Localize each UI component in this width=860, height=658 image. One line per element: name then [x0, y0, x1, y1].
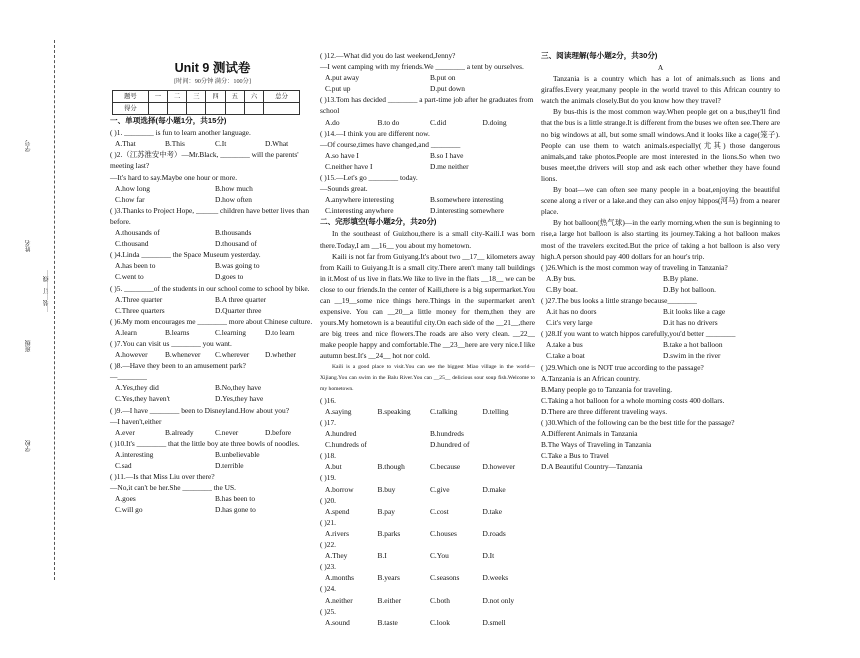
- score-cell: [187, 103, 206, 115]
- question-stem: ( )26.Which is the most common way of traveling in Tanzania?: [541, 262, 728, 272]
- cloze-paragraph-1: In the southeast of Guizhou,there is a small city-Kaili.I was born there.Today,I am __16__ you about my hometown.: [320, 229, 535, 250]
- question-stem: ( )28.If you want to watch hippos carefully,you'd better ________: [541, 329, 736, 339]
- answer-option: B.By plane.: [663, 273, 699, 283]
- option-row: [541, 284, 780, 295]
- answer-option: A.Yes,they did: [115, 383, 159, 393]
- question-stem: A.Different Animals in Tanzania: [541, 429, 638, 439]
- school-label: 学校: [26, 440, 32, 452]
- score-cell: [244, 103, 263, 115]
- answer-option: C.seasons: [430, 573, 460, 583]
- option-row: [110, 227, 315, 238]
- question-stem: ( )30.Which of the following can be the best title for the passage?: [541, 418, 735, 427]
- score-cell: 题号: [113, 91, 149, 103]
- answer-option: C.never: [215, 427, 239, 437]
- answer-option: A.anywhere interesting: [325, 195, 394, 205]
- question-stem: B.Many people go to Tanzania for traveling.: [541, 384, 673, 394]
- question-stem: ( )21.: [320, 517, 337, 527]
- option-row: [320, 161, 535, 172]
- score-cell: 三: [187, 91, 206, 103]
- answer-option: C.Three quarters: [115, 305, 165, 315]
- answer-option: D.Yes,they have: [215, 394, 264, 404]
- cloze-questions: [320, 395, 535, 628]
- passage-label: A: [657, 63, 664, 72]
- question-stem: C.Taking a hot balloon for a whole morning costs 400 dollars.: [541, 395, 725, 405]
- answer-option: B.so I have: [430, 150, 464, 160]
- answer-option: C.It: [215, 139, 227, 149]
- answer-option: A.how long: [115, 183, 150, 193]
- question-stem: —________: [110, 372, 147, 382]
- answer-option: D.It: [482, 551, 495, 561]
- question-stem: ( )4.Linda ________ the Space Museum yesterday.: [110, 250, 261, 260]
- option-row: [320, 439, 535, 450]
- answer-option: C.cost: [430, 506, 449, 516]
- answer-option: D.not only: [482, 595, 515, 605]
- option-row: [110, 382, 315, 393]
- answer-option: B.speaking: [377, 406, 411, 416]
- answer-option: A.has been to: [115, 261, 156, 271]
- answer-option: A.so have I: [325, 150, 359, 160]
- question-stem: ( )22.: [320, 540, 337, 550]
- answer-option: D.goes to: [215, 272, 244, 282]
- answer-option: A.saying: [325, 406, 352, 416]
- answer-option: C.it's very large: [546, 318, 593, 328]
- score-cell: 一: [148, 91, 167, 103]
- answer-option: C.learning: [215, 327, 246, 337]
- question-stem: ( )8.—Have they been to an amusement park?: [110, 361, 246, 371]
- question-stem: ( )23.: [320, 562, 337, 572]
- option-row: [320, 406, 535, 417]
- section-1-questions-cont: [320, 50, 535, 216]
- answer-option: A.rivers: [325, 528, 350, 538]
- column-1: [110, 0, 315, 608]
- answer-option: C.You: [430, 551, 449, 561]
- question-stem: ( )25.: [320, 606, 337, 616]
- answer-option: B.learns: [165, 327, 190, 337]
- question-stem: A.Tanzania is an African country.: [541, 373, 641, 383]
- option-row: [320, 528, 535, 539]
- answer-option: C.sad: [115, 461, 132, 470]
- reading-paragraph-3: By boat—we can often see many people in a boat,enjoying the beautiful scene along a river or a lake.and they can also enjoy hippos(河马) from a nearer place.: [541, 185, 780, 217]
- question-stem: ( )15.—Let's go ________ today.: [320, 173, 418, 183]
- answer-option: C.By boat.: [546, 284, 578, 294]
- answer-option: C.give: [430, 484, 450, 494]
- answer-option: C.talking: [430, 406, 458, 416]
- score-cell: 得分: [113, 103, 149, 115]
- answer-option: B.to do: [377, 117, 400, 127]
- answer-option: A.By bus.: [546, 273, 576, 283]
- score-table-header-row: [113, 91, 300, 103]
- option-row: [541, 306, 780, 317]
- score-table: [112, 90, 300, 115]
- answer-option: A.Three quarter: [115, 294, 163, 304]
- question-stem: ( )14.—I think you are different now.: [320, 128, 430, 138]
- answer-option: B.unbelievable: [215, 449, 260, 459]
- option-row: [110, 260, 315, 271]
- question-stem: ( )16.: [320, 395, 337, 405]
- answer-option: A.months: [325, 573, 354, 583]
- column-3: [541, 0, 780, 658]
- option-row: [320, 117, 535, 128]
- question-stem: ( )9.—I have ________ been to Disneyland.How about you?: [110, 405, 289, 415]
- seal-line: [54, 40, 55, 580]
- answer-option: D.smell: [482, 617, 506, 627]
- section-3-title: 三、阅读理解(每小题2分，共30分): [541, 51, 658, 60]
- answer-option: C.went to: [115, 272, 144, 282]
- score-cell: [168, 103, 187, 115]
- answer-option: C.interesting anywhere: [325, 206, 394, 216]
- class-label: 班级: [26, 340, 32, 352]
- answer-option: D.terrible: [215, 461, 244, 470]
- option-row: [110, 493, 315, 504]
- answer-option: A.That: [115, 139, 136, 149]
- page-title: Unit 9 测试卷: [174, 61, 251, 75]
- answer-option: D.thousand of: [215, 239, 257, 249]
- option-row: [541, 350, 780, 361]
- score-table-score-row: [113, 103, 300, 115]
- question-stem: ( )7.You can visit us ________ you want.: [110, 338, 232, 348]
- option-row: [320, 484, 535, 495]
- answer-option: B.buy: [377, 484, 396, 494]
- answer-option: A.goes: [115, 494, 136, 504]
- question-stem: ( )24.: [320, 584, 337, 594]
- option-row: [541, 317, 780, 328]
- section-2-title: 二、完形填空(每小题2分，共20分): [320, 217, 437, 227]
- option-row: [110, 427, 315, 438]
- answer-option: D.me neither: [430, 161, 469, 171]
- answer-option: C.both: [430, 595, 450, 605]
- question-stem: ( )3.Thanks to Project Hope, ______ children have better lives than before.: [110, 205, 310, 226]
- answer-option: B.somewhere interesting: [430, 195, 504, 205]
- student-id-label: 学号: [26, 140, 32, 152]
- answer-option: D.Quarter three: [215, 305, 262, 315]
- option-row: [110, 294, 315, 305]
- answer-option: C.neither have I: [325, 161, 373, 171]
- answer-option: B.I: [377, 551, 387, 561]
- answer-option: B.years: [377, 573, 400, 583]
- answer-option: A.spend: [325, 506, 350, 516]
- answer-option: A.interesting: [115, 449, 154, 459]
- answer-option: A.it has no doors: [546, 307, 597, 317]
- option-row: [110, 460, 315, 471]
- question-stem: —I haven't,either: [110, 416, 162, 426]
- answer-option: B.thousands: [215, 228, 252, 238]
- answer-option: D.has gone to: [215, 505, 256, 515]
- answer-option: B.No,they have: [215, 383, 262, 393]
- answer-option: B.hundreds: [430, 429, 464, 439]
- option-row: [320, 72, 535, 83]
- question-stem: ( )29.Which one is NOT true according to the passage?: [541, 362, 704, 372]
- answer-option: D.it has no drivers: [663, 318, 718, 328]
- reading-paragraph-4: By hot balloon(热气球)—in the early morning.when the sun is beginning to rise,a large hot balloon is also starting its journey.Taking a hot balloon makes most of the travelers excited.But the price of taking a hot balloon is also very high.A person should pay 400 dollars for an hour's trip.: [541, 218, 780, 261]
- reading-paragraph-1: Tanzania is a country which has a lot of animals.such as lions and giraffes.Every year,many people in the world travel to this African country to watch the animals closely.But do you know how they travel?: [541, 74, 780, 106]
- score-cell: 五: [225, 91, 244, 103]
- score-cell: 总分: [264, 91, 300, 103]
- option-row: [110, 305, 315, 316]
- seal-line-text: …装…订…线…: [44, 270, 50, 312]
- answer-option: D.roads: [482, 528, 506, 538]
- option-row: [110, 138, 315, 149]
- option-row: [320, 461, 535, 472]
- option-row: [320, 194, 535, 205]
- question-stem: ( )2.（江苏淮安中考）—Mr.Black, ________ will the parents' meeting last?: [110, 150, 299, 171]
- score-cell: [206, 103, 225, 115]
- answer-option: A.borrow: [325, 484, 354, 494]
- question-stem: —I went camping with my friends.We ________ a tent by ourselves.: [320, 62, 524, 72]
- answer-option: D.to learn: [265, 327, 295, 337]
- option-row: [320, 150, 535, 161]
- question-stem: D.A Beautiful Country—Tanzania: [541, 462, 643, 472]
- answer-option: D.how often: [215, 194, 252, 204]
- answer-option: A.ever: [115, 427, 135, 437]
- answer-option: B.taste: [377, 617, 398, 627]
- option-row: [541, 339, 780, 350]
- question-stem: ( )6.My mom encourages me ________ more about Chinese culture.: [110, 316, 313, 326]
- answer-option: B.This: [165, 139, 185, 149]
- answer-option: A.however: [115, 350, 148, 360]
- time-score-note: [时间：90分钟 满分：100分]: [174, 78, 251, 85]
- binding-strip: [10, 40, 70, 580]
- option-row: [320, 83, 535, 94]
- option-row: [320, 617, 535, 628]
- section-1-questions: [110, 127, 315, 515]
- cloze-paragraph-3: Kaili is a good place to visit.You can see the biggest Miao village in the world—Xijiang.You can swim in the Balu River.You can __25__ delicious sour soup fish.Welcome to my hometown.: [320, 363, 535, 392]
- question-stem: ( )27.The bus looks a little strange because________: [541, 295, 697, 305]
- answer-option: C.will go: [115, 505, 143, 515]
- answer-option: A.but: [325, 462, 342, 472]
- answer-option: C.houses: [430, 528, 457, 538]
- answer-option: C.Yes,they haven't: [115, 394, 170, 404]
- score-cell: 六: [244, 91, 263, 103]
- option-row: [110, 393, 315, 404]
- section-1-title: 一、单项选择(每小题1分，共15分): [110, 116, 227, 126]
- answer-option: D.By hot balloon.: [663, 284, 716, 294]
- option-row: [110, 271, 315, 282]
- answer-option: C.put up: [325, 84, 351, 94]
- score-cell: [264, 103, 300, 115]
- option-row: [110, 183, 315, 194]
- score-cell: [148, 103, 167, 115]
- answer-option: B.already: [165, 427, 194, 437]
- column-2: [320, 0, 535, 658]
- answer-option: D.make: [482, 484, 506, 494]
- answer-option: D.What: [265, 139, 289, 149]
- answer-option: A.They: [325, 551, 348, 561]
- option-row: [110, 327, 315, 338]
- answer-option: D.however: [482, 462, 516, 472]
- cloze-paragraph-2: Kaili is not far from Guiyang.It's about two __17__ kilometers away from Kaili to Guiyang.It is a small city.There aren't many tall buildings in it.Most of us live in flats.We like to live in the flats __18__ we can be close to our friends.In the center of Kaili,there is a big supermarket.You can __19__some nice things here.Things in the supermarket aren't expensive. You can __20__a little money for them,then they are yours.My hometown is a beautiful city.On each side of the __21__,there are big trees and nice flowers.The roads are also very clean. __22__ make people happy and comfortable.The __23__here are very nice.I like autumn best.It's __24__ hot nor cold.: [320, 251, 535, 361]
- answer-option: B.parks: [377, 528, 401, 538]
- answer-option: C.did: [430, 117, 447, 127]
- answer-option: D.whether: [265, 350, 296, 360]
- answer-option: C.because: [430, 462, 461, 472]
- answer-option: A.thousands of: [115, 228, 160, 238]
- score-cell: 四: [206, 91, 225, 103]
- question-stem: ( )1. ________ is fun to learn another language.: [110, 128, 251, 138]
- answer-option: C.take a boat: [546, 351, 585, 361]
- question-stem: ( )19.: [320, 473, 337, 483]
- question-stem: —Of course,times have changed,and ________: [320, 139, 461, 149]
- option-row: [320, 572, 535, 583]
- option-row: [320, 595, 535, 606]
- option-row: [541, 273, 780, 284]
- question-stem: ( )10.It's ________ that the little boy ate three bowls of noodles.: [110, 438, 300, 448]
- answer-option: B.pay: [377, 506, 395, 516]
- score-cell: [225, 103, 244, 115]
- question-stem: ( )18.: [320, 451, 337, 461]
- answer-option: D.weeks: [482, 573, 509, 583]
- question-stem: C.Take a Bus to Travel: [541, 451, 609, 461]
- option-row: [320, 205, 535, 216]
- question-stem: ( )11.—Is that Miss Liu over there?: [110, 472, 215, 482]
- answer-option: B.A three quarter: [215, 294, 267, 304]
- option-row: [110, 194, 315, 205]
- question-stem: B.The Ways of Traveling in Tanzania: [541, 440, 652, 450]
- answer-option: B.it looks like a cage: [663, 307, 726, 317]
- option-row: [110, 504, 315, 515]
- option-row: [320, 550, 535, 561]
- answer-option: D.put down: [430, 84, 465, 94]
- answer-option: D.before: [265, 427, 292, 437]
- answer-option: C.wherever: [215, 350, 250, 360]
- question-stem: —Sounds great.: [320, 184, 368, 194]
- option-row: [110, 349, 315, 360]
- answer-option: A.put away: [325, 73, 360, 83]
- answer-option: B.was going to: [215, 261, 260, 271]
- reading-paragraph-2: By bus-this is the most common way.When people get on a bus,they'll find that the bus is a little strange.It is different from the buses we often see.There are no big windows at all, but some small windows.And it looks like a cage(笼子). People can use them to watch animals.especially(尤其) those dangerous animals,and take photos.People are most interested in the lions.So when two buses meet,the drivers will stop and ask each other whether they have found lions.: [541, 107, 780, 183]
- answer-option: A.neither: [325, 595, 353, 605]
- answer-option: A.sound: [325, 617, 350, 627]
- option-row: [110, 238, 315, 249]
- answer-option: D.hundred of: [430, 440, 470, 450]
- answer-option: C.how far: [115, 194, 145, 204]
- answer-option: A.take a bus: [546, 340, 583, 350]
- answer-option: B.take a hot balloon: [663, 340, 723, 350]
- answer-option: A.do: [325, 117, 340, 127]
- answer-option: C.thousand: [115, 239, 149, 249]
- answer-option: D.telling: [482, 406, 509, 416]
- option-row: [320, 428, 535, 439]
- name-label: 姓名: [26, 240, 32, 252]
- answer-option: D.interesting somewhere: [430, 206, 504, 216]
- reading-questions: [541, 262, 780, 473]
- option-row: [110, 449, 315, 460]
- question-stem: ( )5. ________of the students in our school come to school by bike.: [110, 283, 310, 293]
- answer-option: B.either: [377, 595, 402, 605]
- answer-option: B.whenever: [165, 350, 201, 360]
- answer-option: B.how much: [215, 183, 253, 193]
- option-row: [320, 506, 535, 517]
- question-stem: ( )20.: [320, 495, 337, 505]
- question-stem: ( )12.—What did you do last weekend,Jenny?: [320, 51, 456, 60]
- answer-option: C.hundreds of: [325, 440, 367, 450]
- question-stem: —It's hard to say.Maybe one hour or more.: [110, 172, 238, 182]
- answer-option: A.learn: [115, 327, 137, 337]
- answer-option: D.take: [482, 506, 502, 516]
- question-stem: ( )17.: [320, 418, 337, 427]
- answer-option: B.has been to: [215, 494, 256, 504]
- answer-option: B.put on: [430, 73, 456, 83]
- answer-option: B.though: [377, 462, 405, 472]
- question-stem: ( )13.Tom has decided ________ a part-time job after he graduates from school: [320, 95, 534, 116]
- answer-option: D.doing: [482, 117, 507, 127]
- answer-option: A.hundred: [325, 429, 357, 439]
- question-stem: —No,it can't be her.She ________ the US.: [110, 483, 236, 493]
- question-stem: D.There are three different traveling ways.: [541, 406, 668, 416]
- answer-option: C.look: [430, 617, 450, 627]
- answer-option: D.swim in the river: [663, 351, 721, 361]
- score-cell: 二: [168, 91, 187, 103]
